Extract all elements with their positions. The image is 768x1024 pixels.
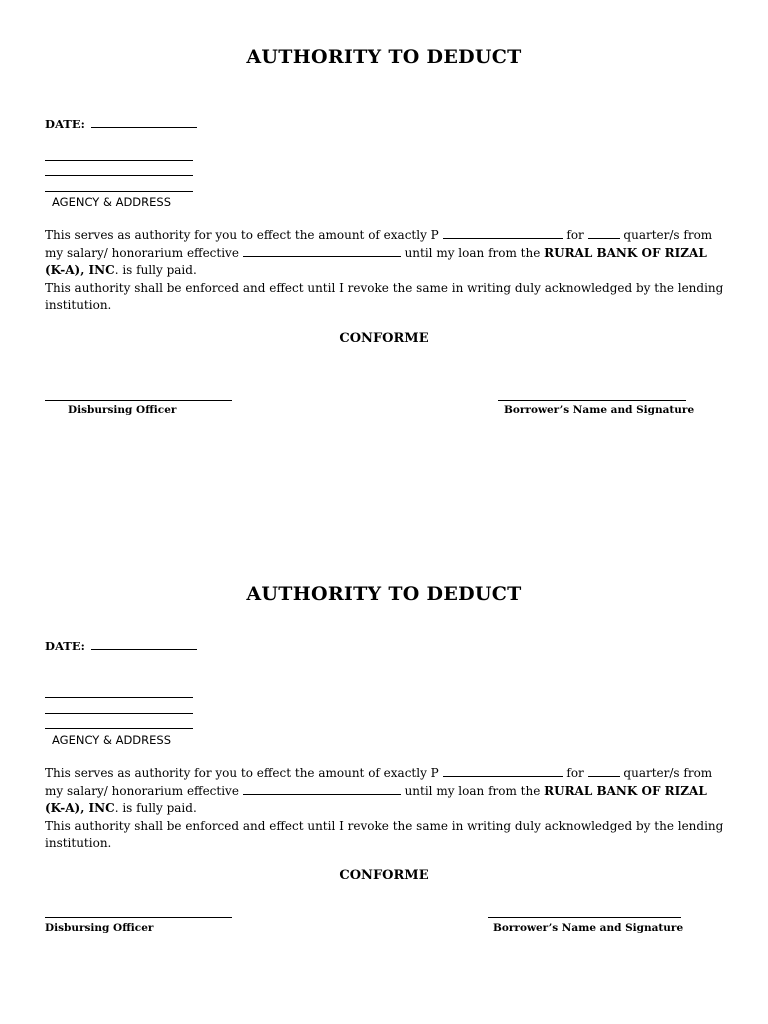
agency-address-label: AGENCY & ADDRESS [52,195,172,209]
agency-line-3[interactable] [45,191,193,192]
borrower-signature-line[interactable] [488,917,681,918]
authority-form-1 [0,0,768,480]
effective-date-blank[interactable] [243,245,401,257]
body-text-part: quarter/s from my salary/ honorarium effective [45,766,713,798]
authority-clause: This authority shall be enforced and effect until I revoke the same in writing duly acknowledged by the lending institution. [45,818,724,850]
bank-name: RURAL BANK OF RIZAL (K-A), INC [45,245,707,277]
body-text-part: until my loan from the [400,783,545,798]
agency-line-1[interactable] [45,160,193,161]
agency-line-2[interactable] [45,175,193,176]
agency-address-label: AGENCY & ADDRESS [52,733,172,747]
authority-form-2 [0,537,768,1017]
date-row [45,117,197,131]
body-text-part: . is fully paid. [114,801,197,815]
borrower-signature-line[interactable] [498,400,686,401]
body-text-part: for [562,228,588,242]
disbursing-officer-signature-line[interactable] [45,400,232,401]
disbursing-officer-signature-line[interactable] [45,917,232,918]
body-text-part: This serves as authority for you to effect the amount of exactly P [45,766,443,780]
quarters-blank[interactable] [588,227,620,239]
amount-blank[interactable] [443,227,563,239]
authority-body [45,227,725,315]
body-text-part: until my loan from the [400,245,545,260]
date-row [45,639,197,653]
body-text-part: . is fully paid. [114,263,197,277]
effective-date-blank[interactable] [243,783,401,795]
bank-name: RURAL BANK OF RIZAL (K-A), INC [45,783,707,815]
quarters-blank[interactable] [588,765,620,777]
borrower-signature-label: Borrower’s Name and Signature [504,404,695,416]
authority-body [45,765,725,853]
date-label: DATE: [45,639,85,653]
conforme-heading: CONFORME [339,331,429,346]
form-title: AUTHORITY TO DEDUCT [246,46,522,68]
body-text-part: This serves as authority for you to effect the amount of exactly P [45,228,443,242]
agency-line-3[interactable] [45,728,193,729]
authority-clause: This authority shall be enforced and effect until I revoke the same in writing duly acknowledged by the lending institution. [45,280,724,312]
agency-line-2[interactable] [45,713,193,714]
date-blank[interactable] [91,639,197,650]
body-text-part: quarter/s from my salary/ honorarium effective [45,228,713,260]
disbursing-officer-label: Disbursing Officer [45,922,154,934]
conforme-heading: CONFORME [339,868,429,883]
agency-line-1[interactable] [45,697,193,698]
disbursing-officer-label: Disbursing Officer [68,404,177,416]
date-blank[interactable] [91,117,197,128]
body-text-part: for [562,766,588,780]
amount-blank[interactable] [443,765,563,777]
date-label: DATE: [45,117,85,131]
borrower-signature-label: Borrower’s Name and Signature [493,922,684,934]
form-title: AUTHORITY TO DEDUCT [246,583,522,605]
